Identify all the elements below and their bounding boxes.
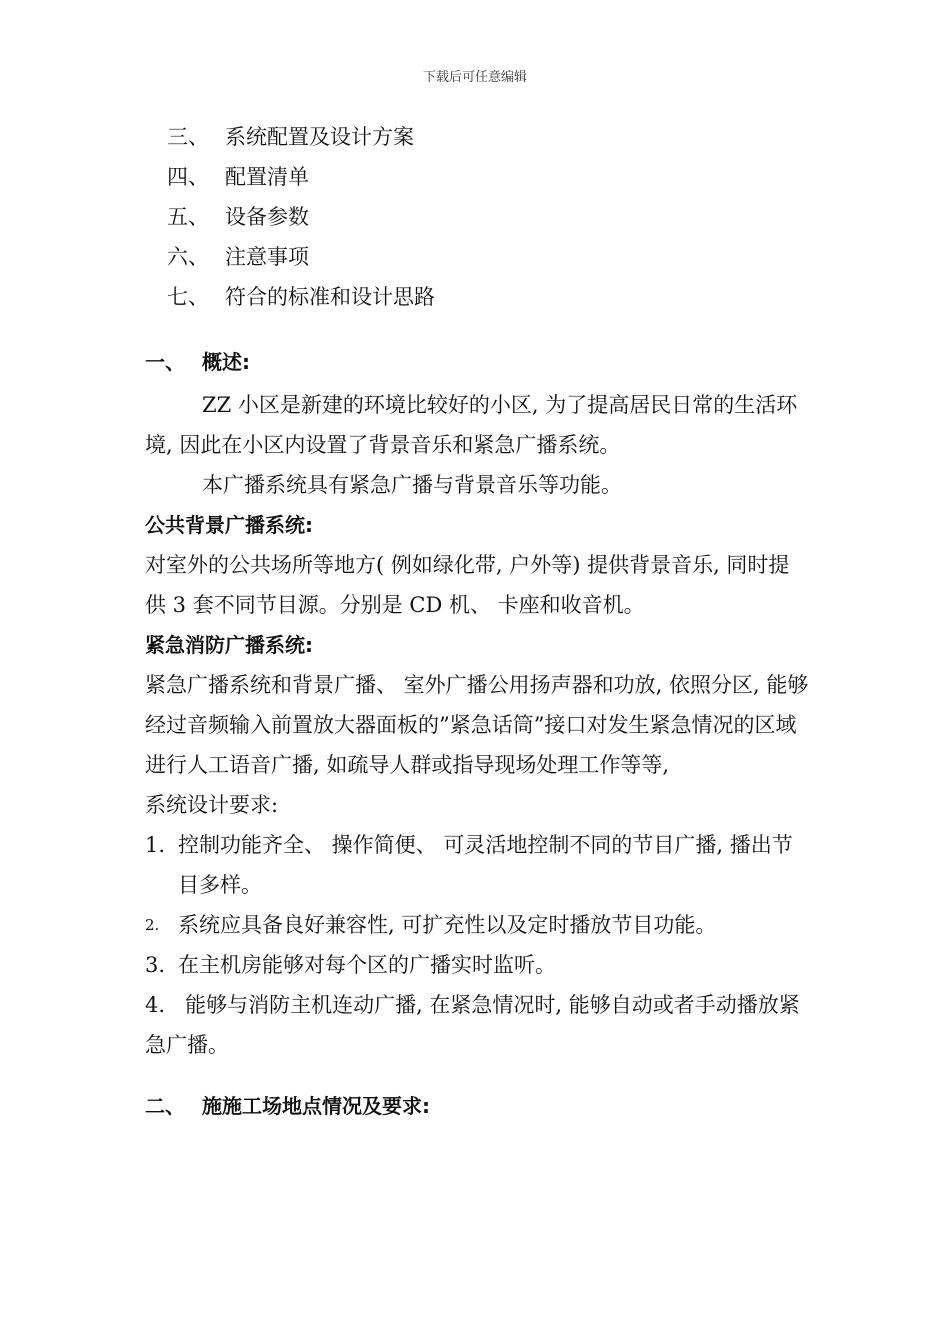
- toc-label: 符合的标准和设计思路: [225, 285, 435, 309]
- subheading-emergency-broadcast: 紧急消防广播系统:: [145, 633, 313, 657]
- section-number: 二、: [145, 1094, 185, 1118]
- spacer: [145, 1065, 810, 1089]
- list-text: 能够与消防主机连动广播, 在紧急情况时, 能够自动或者手动播放紧急广播。: [145, 993, 800, 1057]
- toc-label: 配置清单: [225, 165, 309, 189]
- list-item: [145, 905, 810, 945]
- toc-item: [167, 120, 435, 160]
- toc-label: 设备参数: [225, 205, 309, 229]
- toc-item: [167, 280, 435, 320]
- toc-number: 六、: [167, 245, 209, 269]
- toc-list: [167, 120, 435, 320]
- list-number: 4.: [145, 993, 166, 1017]
- overview-paragraph: ZZ 小区是新建的环境比较好的小区, 为了提高居民日常的生活环境, 因此在小区内设置了背景音乐和紧急广播系统。: [145, 393, 798, 457]
- toc-number: 七、: [167, 285, 209, 309]
- page-header: 下载后可任意编辑: [422, 70, 527, 85]
- toc-label: 注意事项: [225, 245, 309, 269]
- section-heading-overview: [145, 345, 810, 385]
- section-number: 一、: [145, 350, 185, 374]
- toc-item: [167, 160, 435, 200]
- list-number: 2.: [145, 916, 160, 934]
- document-body: [145, 345, 810, 1129]
- toc-number: 三、: [167, 125, 209, 149]
- list-text: 控制功能齐全、 操作简便、 可灵活地控制不同的节目广播, 播出节目多样。: [178, 833, 793, 897]
- toc-number: 四、: [167, 165, 209, 189]
- list-text: 系统应具备良好兼容性, 可扩充性以及定时播放节目功能。: [178, 913, 717, 937]
- list-item: [145, 825, 810, 905]
- list-item: [145, 945, 810, 985]
- subheading-public-broadcast: 公共背景广播系统:: [145, 513, 313, 537]
- toc-item: [167, 200, 435, 240]
- section-heading-site: [145, 1089, 810, 1129]
- section-title: 施施工场地点情况及要求:: [202, 1094, 430, 1118]
- overview-paragraph: 本广播系统具有紧急广播与背景音乐等功能。: [202, 473, 622, 497]
- toc-label: 系统配置及设计方案: [225, 125, 414, 149]
- toc-item: [167, 240, 435, 280]
- list-item: [145, 985, 810, 1065]
- list-text: 在主机房能够对每个区的广播实时监听。: [178, 953, 556, 977]
- emergency-broadcast-text: 紧急广播系统和背景广播、 室外广播公用扬声器和功放, 依照分区, 能够经过音频输入前置放大器面板的”紧急话筒”接口对发生紧急情况的区域进行人工语音广播, 如疏导人群或指导现场处理工作等等,: [145, 673, 809, 777]
- public-broadcast-text: 对室外的公共场所等地方( 例如绿化带, 户外等) 提供背景音乐, 同时提供 3 套不同节目源。分别是 CD 机、 卡座和收音机。: [145, 553, 790, 617]
- toc-number: 五、: [167, 205, 209, 229]
- list-number: 3.: [145, 953, 166, 977]
- section-title: 概述:: [202, 350, 250, 374]
- list-number: 1.: [145, 833, 166, 857]
- requirements-heading: 系统设计要求:: [145, 793, 279, 817]
